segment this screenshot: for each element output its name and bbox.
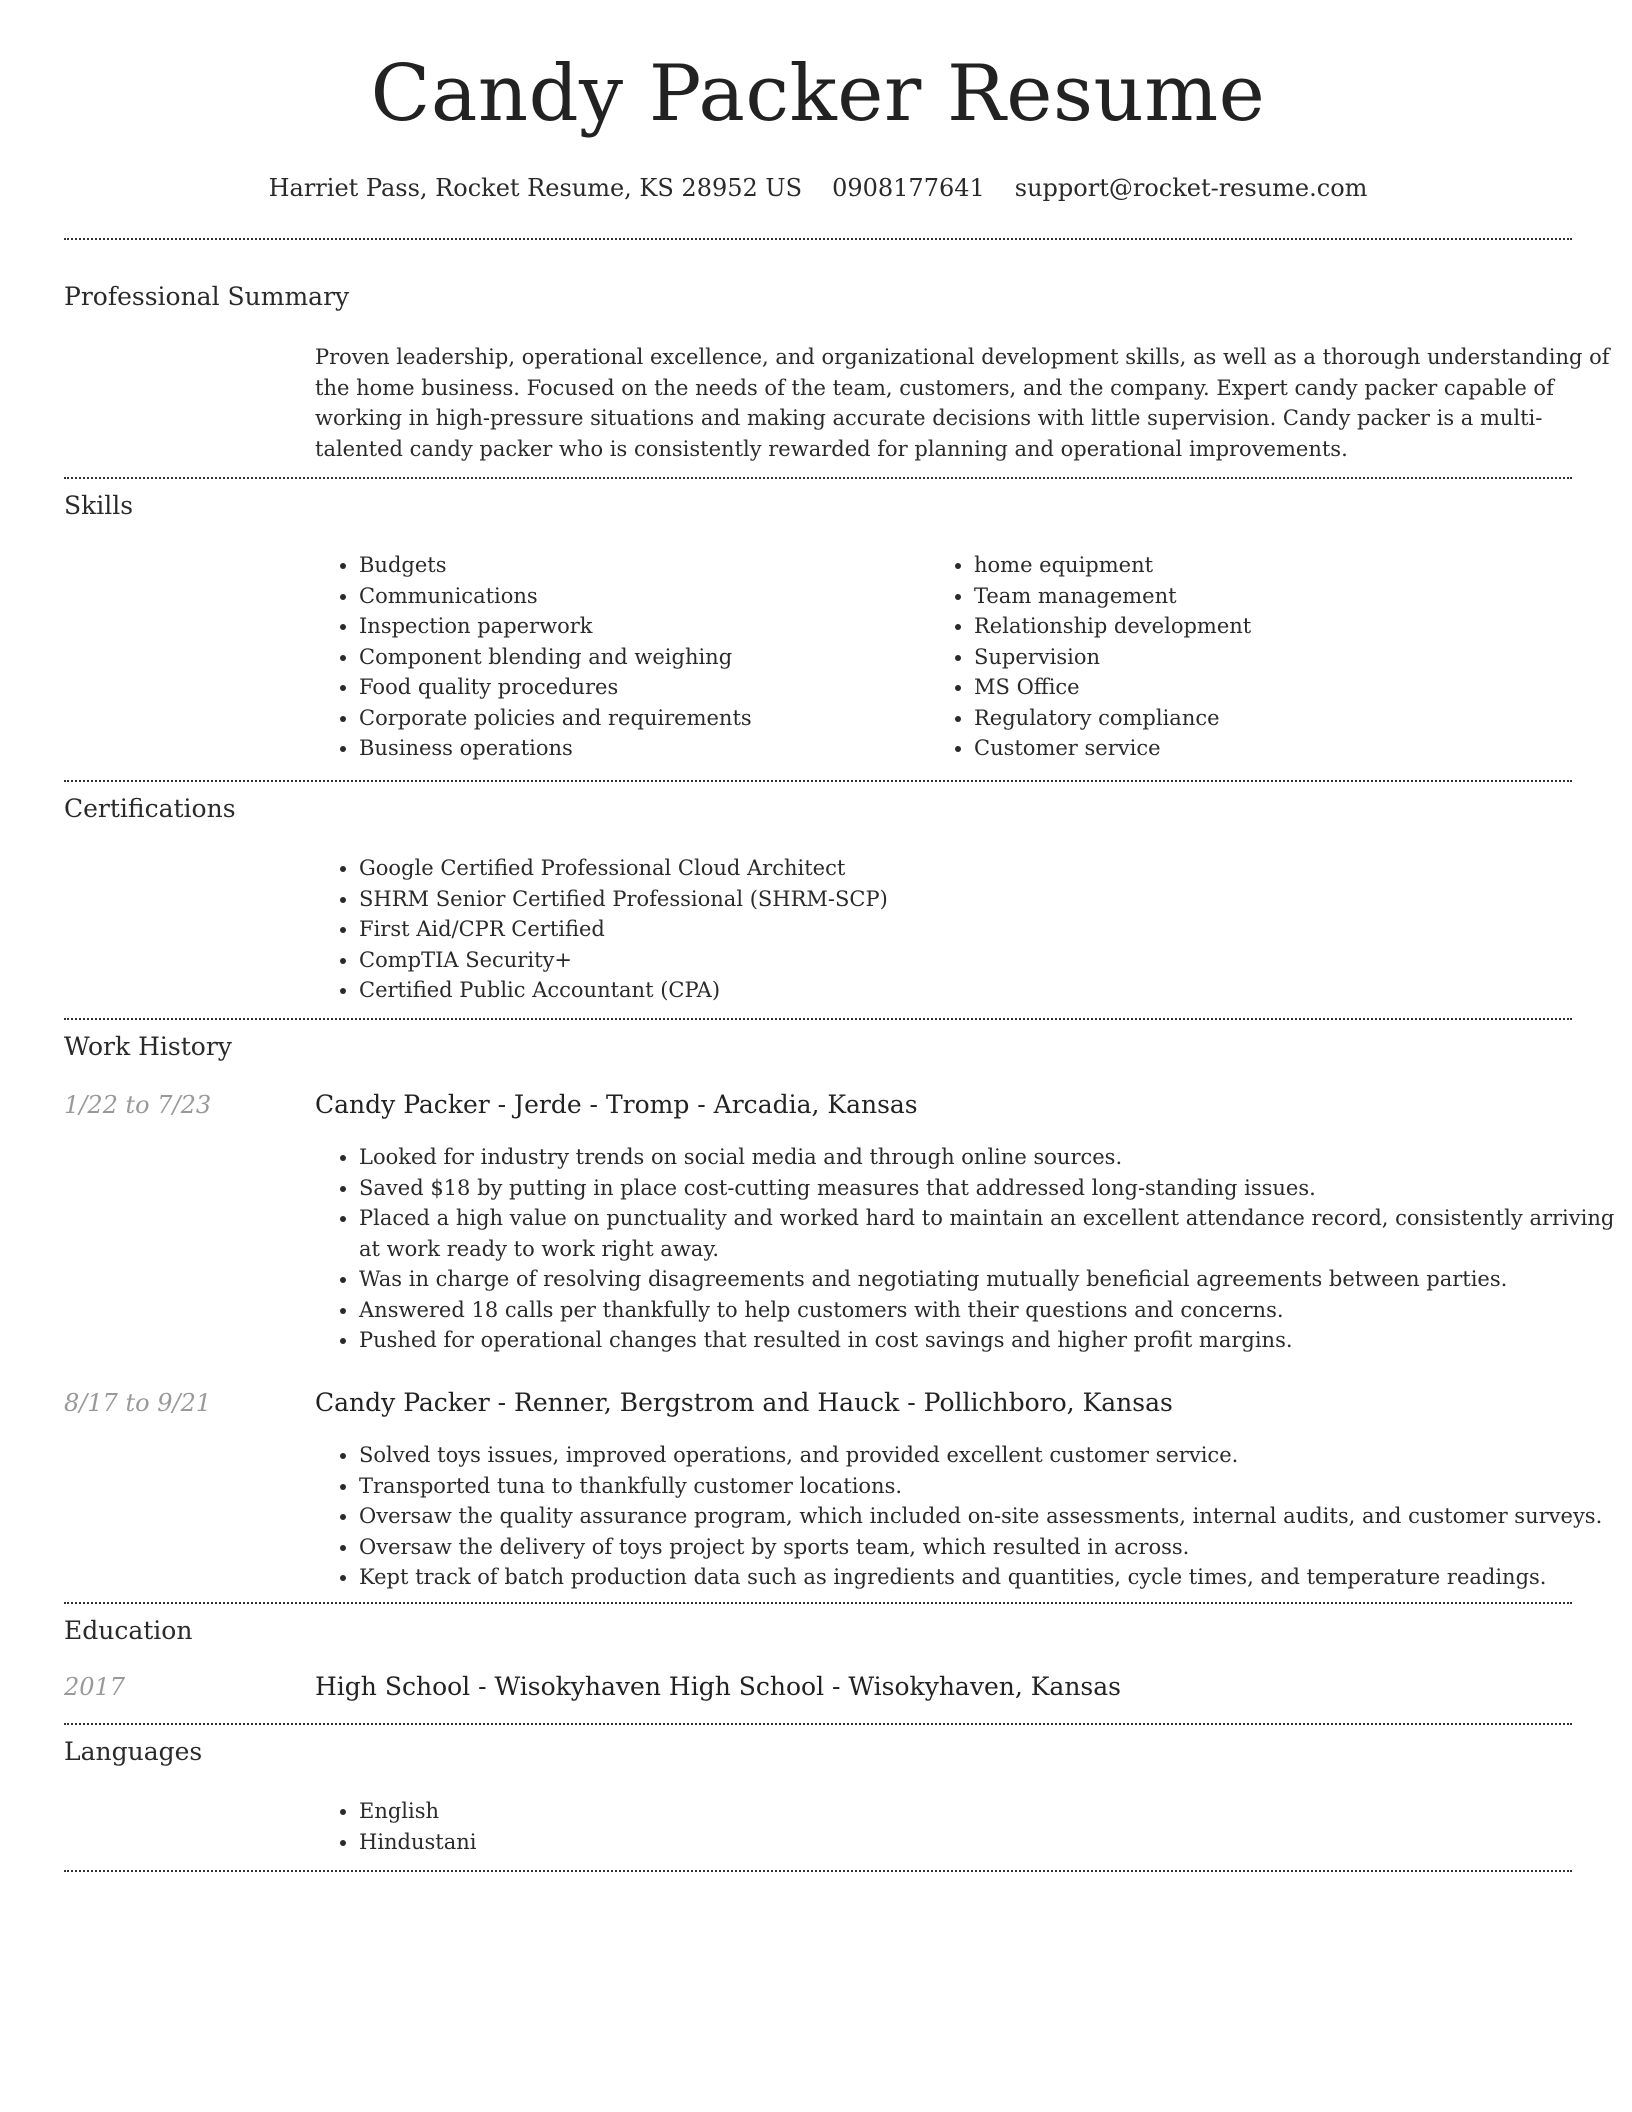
- job-bullet: • Saved $18 by putting in place cost-cutting measures that addressed long-standing issues.: [359, 1173, 1615, 1204]
- contact-address: Harriet Pass, Rocket Resume, KS 28952 US: [268, 174, 803, 202]
- skill-item: • Corporate policies and requirements: [359, 703, 915, 734]
- skill-item: • Inspection paperwork: [359, 611, 915, 642]
- job-bullet: • Kept track of batch production data such as ingredients and quantities, cycle times, and temperature readings.: [359, 1562, 1615, 1593]
- education-year: 2017: [64, 1673, 126, 1701]
- job-bullets: [315, 1142, 1615, 1356]
- job-bullet: • Pushed for operational changes that resulted in cost savings and higher profit margins.: [359, 1325, 1615, 1356]
- job-bullets: [315, 1440, 1615, 1593]
- section-heading-work: Work History: [64, 1032, 232, 1061]
- divider: [64, 1602, 1572, 1604]
- skill-item: • Business operations: [359, 733, 915, 764]
- skill-item: • Budgets: [359, 550, 915, 581]
- job-title: Candy Packer - Jerde - Tromp - Arcadia, Kansas: [315, 1090, 918, 1119]
- skill-item: • Food quality procedures: [359, 672, 915, 703]
- certification-item: • Google Certified Professional Cloud Architect: [359, 853, 1615, 884]
- divider: [64, 780, 1572, 782]
- certifications-list: [315, 853, 1615, 1006]
- job-bullet: • Oversaw the quality assurance program, which included on-site assessments, internal audits, and customer surveys.: [359, 1501, 1615, 1532]
- job-bullet: • Oversaw the delivery of toys project by sports team, which resulted in across.: [359, 1532, 1615, 1563]
- languages-list: [315, 1796, 1615, 1857]
- language-item: • Hindustani: [359, 1827, 1615, 1858]
- section-heading-skills: Skills: [64, 491, 134, 520]
- job-bullet: • Transported tuna to thankfully customer locations.: [359, 1471, 1615, 1502]
- section-heading-education: Education: [64, 1616, 193, 1645]
- divider: [64, 238, 1572, 240]
- divider: [64, 1723, 1572, 1725]
- skill-item: • home equipment: [974, 550, 1530, 581]
- summary-text: Proven leadership, operational excellence, and organizational development skills, as well as a thorough understanding of the home business. Focused on the needs of the team, customers, and the company. Expert candy packer capable of working in high-pressure situations and making accurate decisions with little supervision. Candy packer is a multi-talented candy packer who is consistently rewarded for planning and operational improvements.: [315, 345, 1610, 461]
- skills-column-left: [315, 550, 915, 764]
- skill-item: • MS Office: [974, 672, 1530, 703]
- certification-item: • SHRM Senior Certified Professional (SHRM-SCP): [359, 884, 1615, 915]
- job-bullet: • Placed a high value on punctuality and worked hard to maintain an excellent attendance record, consistently arriving at work ready to work right away.: [359, 1203, 1615, 1264]
- job-dates: 8/17 to 9/21: [64, 1389, 212, 1417]
- divider: [64, 477, 1572, 479]
- certification-item: • CompTIA Security+: [359, 945, 1615, 976]
- divider: [64, 1018, 1572, 1020]
- divider: [64, 1870, 1572, 1872]
- certification-item: • Certified Public Accountant (CPA): [359, 975, 1615, 1006]
- skill-item: • Relationship development: [974, 611, 1530, 642]
- job-bullet: • Solved toys issues, improved operations, and provided excellent customer service.: [359, 1440, 1615, 1471]
- certification-item: • First Aid/CPR Certified: [359, 914, 1615, 945]
- job-dates: 1/22 to 7/23: [64, 1091, 212, 1119]
- skill-item: • Regulatory compliance: [974, 703, 1530, 734]
- job-bullet: • Was in charge of resolving disagreements and negotiating mutually beneficial agreements between parties.: [359, 1264, 1615, 1295]
- skills-column-right: [930, 550, 1530, 764]
- section-heading-languages: Languages: [64, 1737, 203, 1766]
- language-item: • English: [359, 1796, 1615, 1827]
- skill-item: • Supervision: [974, 642, 1530, 673]
- skill-item: • Communications: [359, 581, 915, 612]
- section-heading-certifications: Certifications: [64, 794, 236, 823]
- resume-title: Candy Packer Resume: [370, 49, 1266, 139]
- skill-item: • Team management: [974, 581, 1530, 612]
- contact-phone: 0908177641: [832, 174, 985, 202]
- skill-item: • Component blending and weighing: [359, 642, 915, 673]
- job-bullet: • Answered 18 calls per thankfully to help customers with their questions and concerns.: [359, 1295, 1615, 1326]
- job-bullet: • Looked for industry trends on social media and through online sources.: [359, 1142, 1615, 1173]
- contact-email: support@rocket-resume.com: [1014, 174, 1368, 202]
- section-heading-summary: Professional Summary: [64, 282, 350, 311]
- skill-item: • Customer service: [974, 733, 1530, 764]
- job-title: Candy Packer - Renner, Bergstrom and Hauck - Pollichboro, Kansas: [315, 1388, 1173, 1417]
- contact-line: [64, 172, 1572, 204]
- education-entry: High School - Wisokyhaven High School - Wisokyhaven, Kansas: [315, 1672, 1121, 1701]
